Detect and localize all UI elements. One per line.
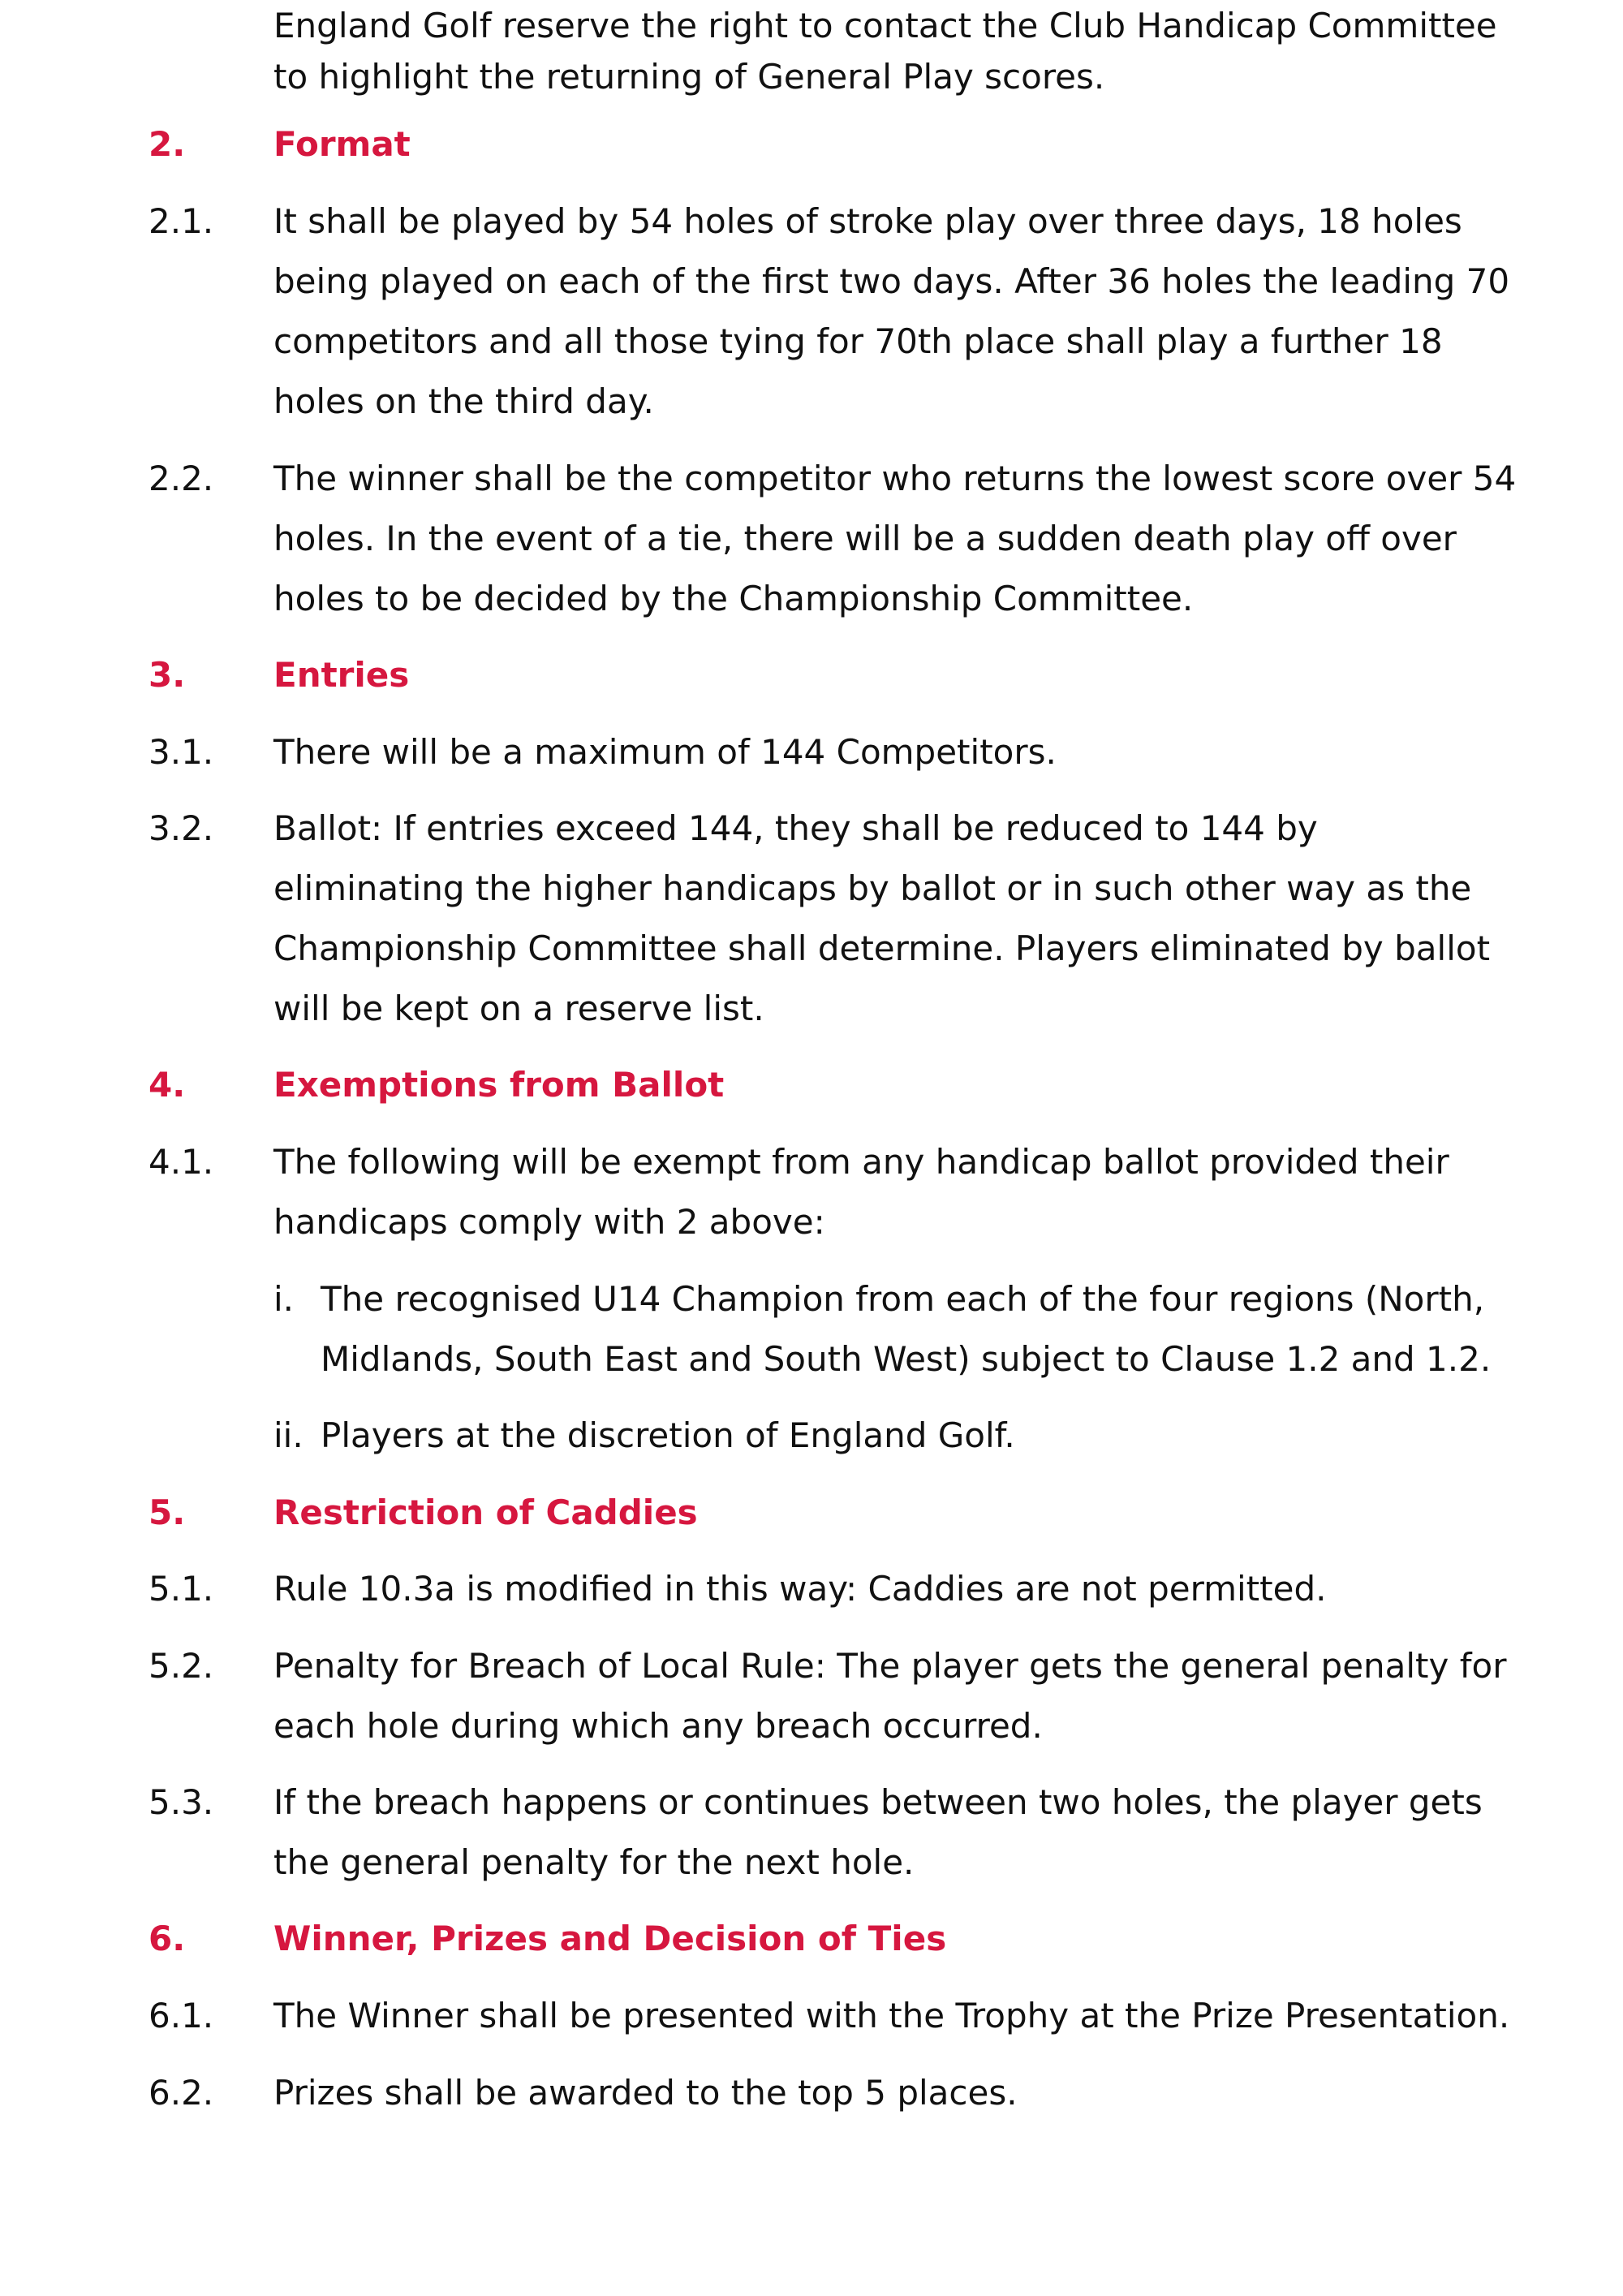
clause-line: The following will be exempt from any handicap ballot provided their (273, 1142, 1449, 1182)
clause-line: Ballot: If entries exceed 144, they shall be reduced to 144 by (273, 808, 1318, 848)
clause-line: handicaps comply with 2 above: (273, 1202, 825, 1242)
clause-line: The winner shall be the competitor who returns the lowest score over 54 (273, 459, 1517, 498)
clause-line: holes on the third day. (273, 381, 654, 421)
clause-number: 3.2. (149, 808, 214, 848)
intro-line: to highlight the returning of General Play scores. (273, 57, 1105, 97)
clause-number: 4.1. (149, 1142, 214, 1182)
section-number: 2. (149, 124, 186, 164)
list-item-line: The recognised U14 Champion from each of the four regions (North, (321, 1279, 1485, 1319)
clause-number: 5.2. (149, 1646, 214, 1686)
clause-line: Rule 10.3a is modified in this way: Caddies are not permitted. (273, 1569, 1327, 1609)
clause-line: Championship Committee shall determine. Players eliminated by ballot (273, 928, 1491, 968)
clause-line: The Winner shall be presented with the Trophy at the Prize Presentation. (273, 1996, 1510, 2035)
clause-line: holes to be decided by the Championship Committee. (273, 579, 1194, 618)
section-heading: Entries (273, 655, 410, 695)
section-number: 3. (149, 655, 186, 695)
intro-line: England Golf reserve the right to contact the Club Handicap Committee (273, 6, 1497, 45)
section-number: 5. (149, 1493, 186, 1532)
list-item-line: Midlands, South East and South West) subject to Clause 1.2 and 1.2. (321, 1339, 1492, 1379)
clause-line: the general penalty for the next hole. (273, 1842, 915, 1882)
clause-line: There will be a maximum of 144 Competitors. (273, 732, 1057, 772)
clause-line: It shall be played by 54 holes of stroke play over three days, 18 holes (273, 201, 1462, 241)
clause-line: will be kept on a reserve list. (273, 989, 764, 1028)
clause-line: holes. In the event of a tie, there will be a sudden death play off over (273, 519, 1457, 558)
clause-line: being played on each of the first two days. After 36 holes the leading 70 (273, 261, 1510, 301)
clause-line: Prizes shall be awarded to the top 5 places. (273, 2073, 1018, 2113)
clause-number: 5.3. (149, 1782, 214, 1822)
section-number: 4. (149, 1065, 186, 1105)
clause-number: 6.2. (149, 2073, 214, 2113)
clause-line: If the breach happens or continues between two holes, the player gets (273, 1782, 1483, 1822)
list-item-line: Players at the discretion of England Golf. (321, 1415, 1015, 1455)
section-number: 6. (149, 1919, 186, 1958)
clause-number: 6.1. (149, 1996, 214, 2035)
clause-line: each hole during which any breach occurred. (273, 1706, 1043, 1746)
section-heading: Winner, Prizes and Decision of Ties (273, 1919, 947, 1958)
list-marker: ii. (273, 1415, 304, 1455)
section-heading: Restriction of Caddies (273, 1493, 698, 1532)
clause-line: competitors and all those tying for 70th place shall play a further 18 (273, 321, 1443, 361)
clause-number: 3.1. (149, 732, 214, 772)
list-marker: i. (273, 1279, 295, 1319)
clause-number: 2.2. (149, 459, 214, 498)
section-heading: Format (273, 124, 411, 164)
clause-line: eliminating the higher handicaps by ballot or in such other way as the (273, 868, 1472, 908)
clause-line: Penalty for Breach of Local Rule: The player gets the general penalty for (273, 1646, 1507, 1686)
clause-number: 5.1. (149, 1569, 214, 1609)
section-heading: Exemptions from Ballot (273, 1065, 725, 1105)
clause-number: 2.1. (149, 201, 214, 241)
